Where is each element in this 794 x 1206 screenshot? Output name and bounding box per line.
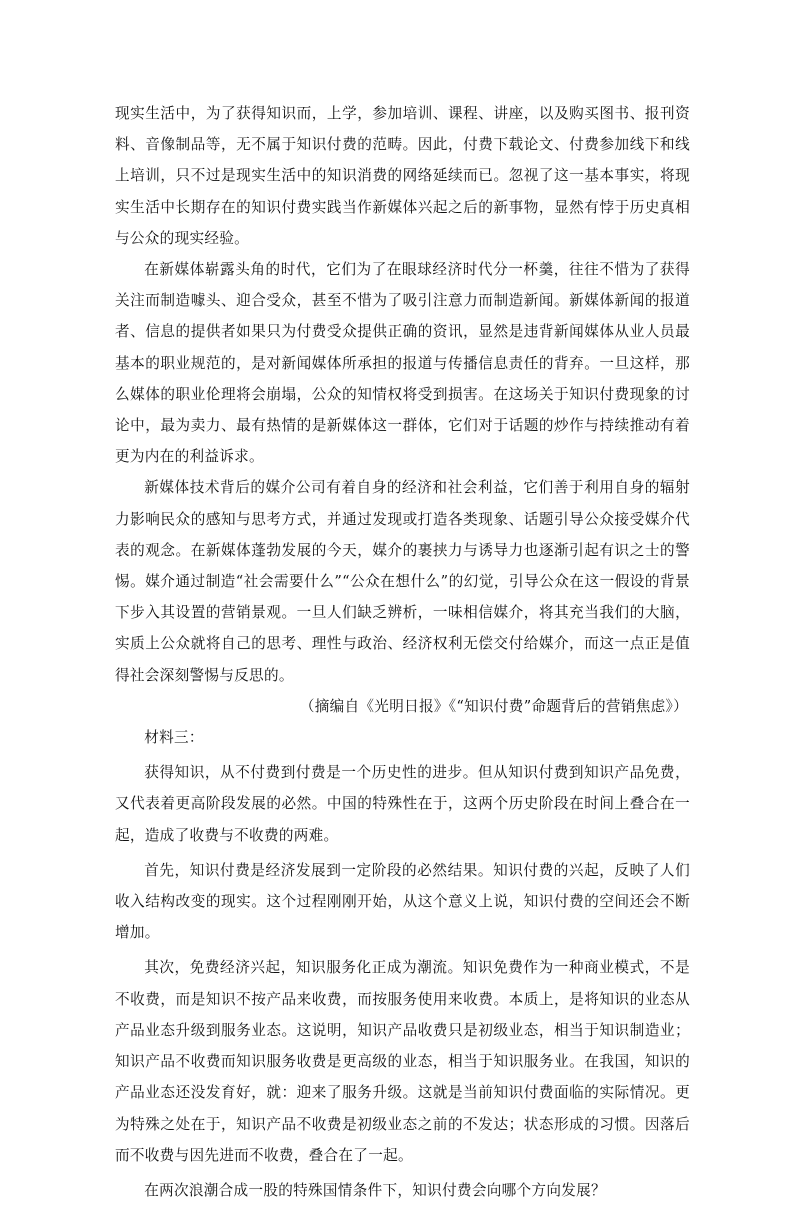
paragraph: 获得知识，从不付费到付费是一个历史性的进步。但从知识付费到知识产品免费，又代表着更高阶段发展的必然。中国的特殊性在于，这两个历史阶段在时间上叠合在一起，造成了收费与不收费的两难。 — [115, 764, 690, 844]
paragraph: 现实生活中，为了获得知识而，上学，参加培训、课程、讲座，以及购买图书、报刊资料、音像制品等，无不属于知识付费的范畴。因此，付费下载论文、付费参加线下和线上培训，只不过是现实生活中的知识消费的网络延续而已。忽视了这一基本事实，将现实生活中长期存在的知识付费实践当作新媒体兴起之后的新事物，显然有悖于历史真相与公众的现实经验。 — [115, 105, 690, 247]
paragraph: 在两次浪潮合成一股的特殊国情条件下，知识付费会向哪个方向发展？ — [144, 1181, 606, 1199]
paragraph: 首先，知识付费是经济发展到一定阶段的必然结果。知识付费的兴起，反映了人们收入结构改变的现实。这个过程刚刚开始，从这个意义上说，知识付费的空间还会不断增加。 — [115, 861, 690, 942]
document-body — [115, 98, 690, 1206]
source-citation: （摘编自《光明日报》《“知识付费”命题背后的营销焦虑》） — [299, 697, 688, 715]
paragraph: 其次，免费经济兴起，知识服务化正成为潮流。知识免费作为一种商业模式，不是不收费，而是知识不按产品来收费，而按服务使用来收费。本质上，是将知识的业态从产品业态升级到服务业态。这说明，知识产品收费只是初级业态，相当于知识制造业；知识产品不收费而知识服务收费是更高级的业态，相当于知识服务业。在我国，知识的产品业态还没发育好，就：迎来了服务升级。这就是当前知识付费面临的实际情况。更为特殊之处在于，知识产品不收费是初级业态之前的不发达；状态形成的习惯。因落后而不收费与因先进而不收费，叠合在了一起。 — [115, 959, 690, 1164]
paragraph: 新媒体技术背后的媒介公司有着自身的经济和社会利益，它们善于利用自身的辐射力影响民众的感知与思考方式，并通过发现或打造各类现象、话题引导公众接受媒介代表的观念。在新媒体蓬勃发展的今天，媒介的裹挟力与诱导力也逐渐引起有识之士的警惕。媒介通过制造“社会需要什么”“公众在想什么”的幻觉，引导公众在这一假设的背景下步入其设置的营销景观。一旦人们缺乏辨析，一味相信媒介，将其充当我们的大脑，实质上公众就将自己的思考、理性与政治、经济权利无偿交付给媒介，而这一点正是值得社会深刻警惕与反思的。 — [115, 479, 690, 684]
material-label: 材料三： — [144, 729, 204, 747]
paragraph: 在新媒体崭露头角的时代，它们为了在眼球经济时代分一杯羹，往往不惜为了获得关注而制造噱头、迎合受众，甚至不惜为了吸引注意力而制造新闻。新媒体新闻的报道者、信息的提供者如果只为付费受众提供正确的资讯，显然是违背新闻媒体从业人员最基本的职业规范的，是对新闻媒体所承担的报道与传播信息责任的背弃。一旦这样，那么媒体的职业伦理将会崩塌，公众的知情权将受到损害。在这场关于知识付费现象的讨论中，最为卖力、最有热情的是新媒体这一群体，它们对于话题的炒作与持续推动有着更为内在的利益诉求。 — [115, 261, 690, 466]
